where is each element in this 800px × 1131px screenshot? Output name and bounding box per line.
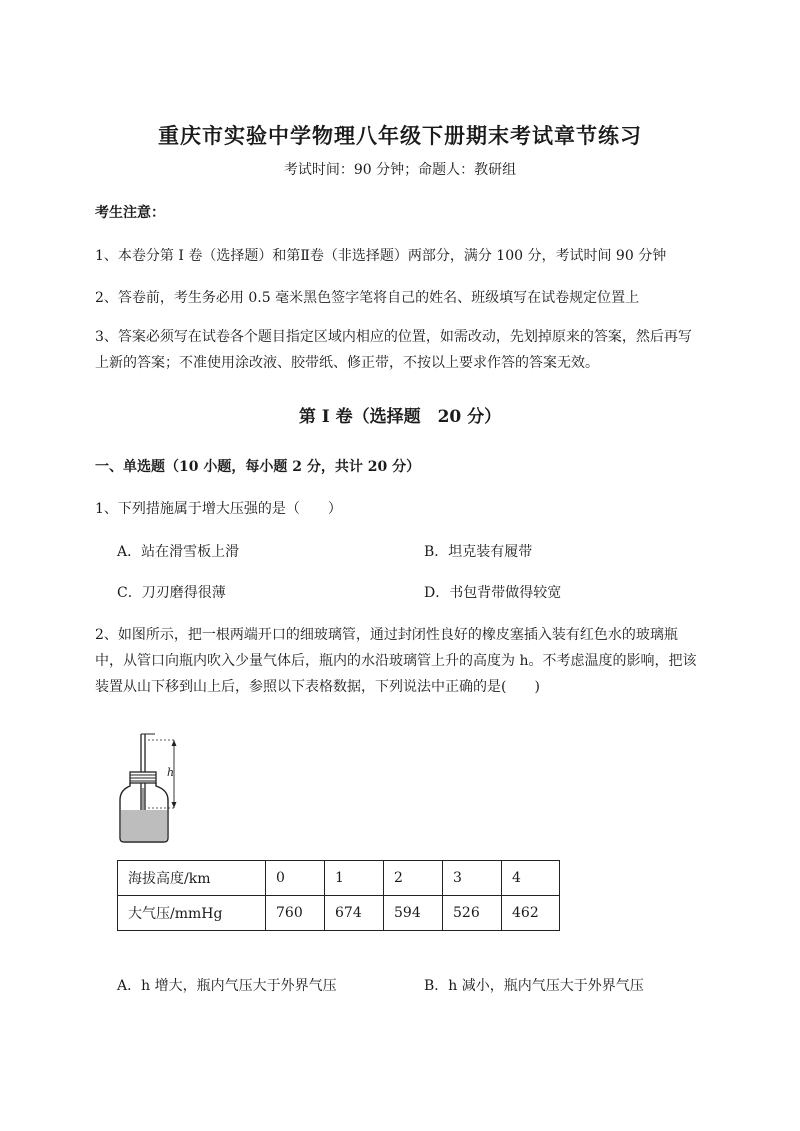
- question-1-option-a: A．站在滑雪板上滑: [117, 544, 240, 560]
- table-row: [118, 861, 560, 896]
- question-2-option-a: A．h 增大，瓶内气压大于外界气压: [117, 978, 337, 994]
- notice-heading: 考生注意：: [95, 205, 165, 221]
- table-cell: 462: [502, 896, 560, 931]
- altitude-pressure-table: [117, 860, 560, 931]
- table-row: [118, 896, 560, 931]
- table-cell: 大气压/mmHg: [118, 896, 266, 931]
- section-title: 第 I 卷（选择题 20 分）: [298, 407, 502, 427]
- question-1-stem: 1、下列措施属于增大压强的是（ ）: [95, 501, 342, 517]
- question-1-option-d: D．书包背带做得较宽: [424, 585, 562, 601]
- table-cell: 1: [325, 861, 384, 896]
- table-cell: 526: [443, 896, 502, 931]
- table-cell: 海拔高度/km: [118, 861, 266, 896]
- table-cell: 0: [266, 861, 325, 896]
- question-1-option-b: B．坦克装有履带: [424, 544, 533, 560]
- table-cell: 3: [443, 861, 502, 896]
- question-2-option-b: B．h 减小，瓶内气压大于外界气压: [424, 978, 644, 994]
- notice-item-2: 2、答卷前，考生务必用 0.5 毫米黑色签字笔将自己的姓名、班级填写在试卷规定位置上: [95, 290, 640, 306]
- table-cell: 594: [384, 896, 443, 931]
- notice-item-3: 3、答案必须写在试卷各个题目指定区域内相应的位置，如需改动，先划掉原来的答案，然后再写上新的答案；不准使用涂改液、胶带纸、修正带，不按以上要求作答的答案无效。: [95, 329, 692, 371]
- question-2-stem: 2、如图所示，把一根两端开口的细玻璃管，通过封闭性良好的橡皮塞插入装有红色水的玻璃瓶中，从管口向瓶内吹入少量气体后，瓶内的水沿玻璃管上升的高度为 h。不考虑温度的影响，把该装置从山下移到山上后，参照以下表格数据，下列说法中正确的是( ): [95, 627, 697, 695]
- table-cell: 760: [266, 896, 325, 931]
- table-cell: 674: [325, 896, 384, 931]
- table-cell: 2: [384, 861, 443, 896]
- exam-info: 考试时间：90 分钟；命题人：教研组: [283, 162, 517, 178]
- notice-item-1: 1、本卷分第 I 卷（选择题）和第Ⅱ卷（非选择题）两部分，满分 100 分，考试时间 90 分钟: [95, 248, 667, 264]
- height-label: h: [167, 766, 175, 779]
- question-1-option-c: C．刀刃磨得很薄: [117, 585, 226, 601]
- table-cell: 4: [502, 861, 560, 896]
- part-heading: 一、单选题（10 小题，每小题 2 分，共计 20 分）: [95, 459, 421, 475]
- page-title: 重庆市实验中学物理八年级下册期末考试章节练习: [158, 123, 642, 148]
- bottle-tube-figure: [108, 726, 198, 848]
